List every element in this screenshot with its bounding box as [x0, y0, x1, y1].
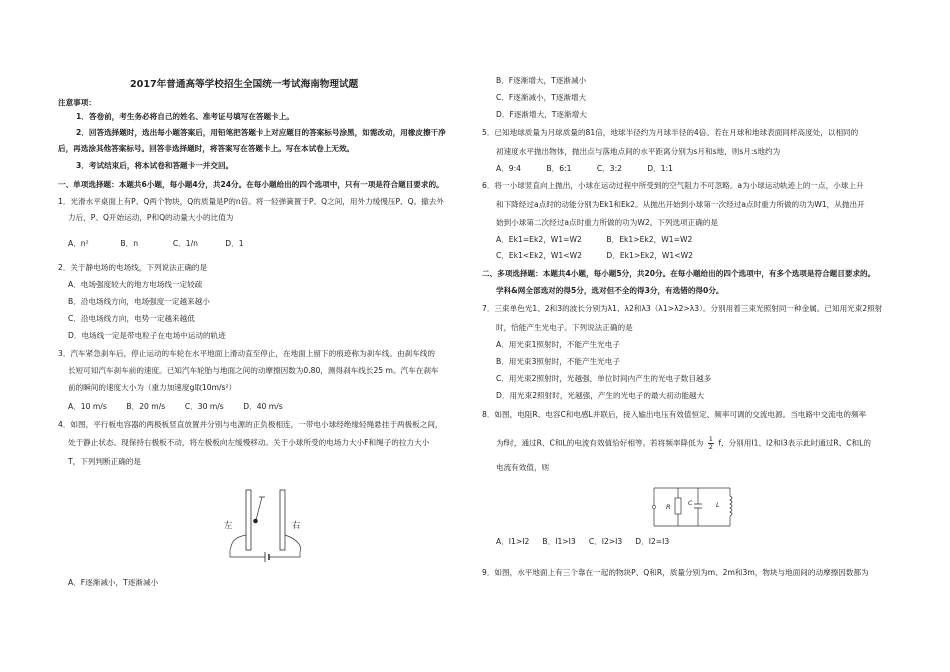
q3-line-3: 前的瞬间的速度大小为（重力加速度g取10m/s²） — [68, 383, 237, 392]
q6-option-c[interactable]: C．Ek1<Ek2，W1<W2 — [496, 251, 582, 260]
q3-line-2: 长短可知汽车刹车前的速度。已知汽车轮胎与地面之间的动摩擦因数为0.80，测得刹车线长25 m。汽车在刹车 — [68, 366, 439, 375]
q7-line-1: 7．三束单色光1、2和3的波长分别为λ1、λ2和λ3（λ1>λ2>λ3）。分别用着三束光照射同一种金属。已知用光束2照射 — [482, 304, 883, 313]
fig-label-right: 右 — [292, 521, 301, 531]
q2-stem: 2．关于静电场的电场线，下列说法正确的是 — [58, 263, 208, 272]
circuit-label-r: R — [666, 503, 671, 511]
q9-line-1: 9．如图，水平地面上有三个靠在一起的物块P、Q和R，质量分别为m、2m和3m，物块与地面间的动摩擦因数都为 — [482, 568, 869, 577]
q3-option-a[interactable]: A．10 m/s — [68, 402, 107, 411]
q7-option-c[interactable]: C．用光束2照射时，光越强，单位时间内产生的光电子数目越多 — [496, 374, 712, 383]
section-2-heading-cont: 学科&网全部选对的得5分，选对但不全的得3分，有选错的得0分。 — [496, 286, 724, 295]
q1-option-c[interactable]: C．1/n — [172, 239, 198, 248]
q8-frac-num: 1 — [708, 435, 713, 443]
q8-line-2a: 为f时，通过R、C和L的电流有效值恰好相等。若将频率降低为 — [496, 438, 704, 448]
q2-option-a[interactable]: A．电场强度较大的地方电场线一定较疏 — [68, 280, 203, 289]
circuit-label-c: C — [688, 499, 693, 507]
notice-item-2: 2．回答选择题时，选出每小题答案后，用铅笔把答题卡上对应题目的答案标号涂黑，如需改动，用橡皮擦干净 — [76, 128, 446, 137]
notice-item-1: 1．答卷前，考生务必将自己的姓名、准考证号填写在答题卡上。 — [76, 112, 294, 121]
q2-option-d[interactable]: D．电场线一定是带电粒子在电场中运动的轨迹 — [68, 331, 226, 340]
q5-option-c[interactable]: C．3:2 — [596, 164, 622, 173]
q2-option-b[interactable]: B．沿电场线方向，电场强度一定越来越小 — [68, 297, 210, 306]
q4-option-c[interactable]: C．F逐渐减小，T逐渐增大 — [496, 93, 587, 102]
q6-line-1: 6．将一小球竖直向上抛出，小球在运动过程中所受到的空气阻力不可忽略。a为小球运动轨迹上的一点，小球上升 — [482, 181, 864, 190]
q1-line-1: 1．光滑水平桌面上有P、Q两个物块，Q的质量是P的n倍。将一轻弹簧置于P、Q之间，用外力缓慢压P、Q。撤去外 — [58, 197, 444, 206]
q6-options-row-2 — [496, 251, 693, 261]
q8-line-2 — [496, 436, 871, 451]
q7-line-2: 时，恰能产生光电子。下列说法正确的是 — [496, 323, 633, 332]
q3-option-b[interactable]: B．20 m/s — [126, 402, 166, 411]
q1-options — [68, 239, 244, 249]
q8-option-d[interactable]: D．I2=I3 — [635, 537, 670, 546]
q8-frac-den: 2 — [708, 443, 713, 451]
q4-line-3: T，下列判断正确的是 — [68, 457, 141, 466]
q6-line-3: 始到小球第二次经过a点时重力所做的功为W2。下列选项正确的是 — [496, 218, 719, 227]
notice-item-2-cont: 后，再选涂其他答案标号。回答非选择题时，将答案写在答题卡上。写在本试卷上无效。 — [58, 144, 355, 153]
q4-option-a[interactable]: A．F逐渐减小，T逐渐减小 — [68, 578, 159, 587]
q8-option-a[interactable]: A．I1>I2 — [496, 537, 530, 546]
q1-line-2: 力后，P、Q开始运动，P和Q的动量大小的比值为 — [68, 213, 234, 222]
q8-option-b[interactable]: B．I1>I3 — [542, 537, 576, 546]
q7-option-b[interactable]: B．用光束3照射时，不能产生光电子 — [496, 357, 620, 366]
q3-line-1: 3．汽车紧急刹车后，停止运动的车轮在水平地面上滑动直至停止，在地面上留下的痕迹称为刹车线。由刹车线的 — [58, 349, 435, 358]
right-column — [482, 0, 902, 672]
q6-option-a[interactable]: A．Ek1=Ek2，W1=W2 — [496, 235, 582, 244]
fig-label-left: 左 — [224, 521, 233, 531]
circuit-label-l: L — [716, 501, 720, 509]
q4-line-2: 处于静止状态。现保持右极板不动，将左极板向左缓慢移动。关于小球所受的电场力大小F和绳子的拉力大小 — [68, 438, 430, 447]
section-2-heading: 二、多项选择题：本题共4小题，每小题5分，共20分。在每小题给出的四个选项中，有多个选项是符合题目要求的。 — [482, 269, 876, 278]
notice-item-3: 3．考试结束后，将本试卷和答题卡一并交回。 — [76, 161, 234, 170]
q4-option-b[interactable]: B．F逐渐增大，T逐渐减小 — [496, 76, 587, 85]
q8-options — [496, 537, 669, 547]
q5-line-1: 5．已知地球质量为月球质量的81倍，地球半径约为月球半径的4倍。若在月球和地球表面同样高度处，以相同的 — [482, 128, 859, 137]
notice-heading: 注意事项： — [58, 98, 96, 107]
q1-option-b[interactable]: B．n — [120, 239, 139, 248]
q1-option-d[interactable]: D．1 — [225, 239, 244, 248]
q8-line-3: 电流有效值，则 — [496, 463, 550, 472]
q5-option-d[interactable]: D．1:1 — [647, 164, 673, 173]
q7-option-a[interactable]: A．用光束1照射时，不能产生光电子 — [496, 340, 620, 349]
q5-option-a[interactable]: A．9:4 — [496, 164, 522, 173]
rcl-circuit-figure — [648, 484, 740, 530]
q2-option-c[interactable]: C．沿电场线方向，电势一定越来越低 — [68, 314, 195, 323]
q4-line-1: 4．如图，平行板电容器的两极板竖直放置并分别与电源的正负极相连，一带电小球经绝缘轻绳悬挂于两极板之间， — [58, 420, 443, 429]
q3-option-c[interactable]: C．30 m/s — [184, 402, 224, 411]
q8-option-c[interactable]: C．I2>I3 — [588, 537, 623, 546]
q5-options — [496, 164, 673, 174]
q3-option-d[interactable]: D．40 m/s — [243, 402, 283, 411]
section-1-heading: 一、单项选择题：本题共6小题，每小题4分，共24分。在每小题给出的四个选项中，只有一项是符合题目要求的。 — [58, 180, 444, 189]
q5-option-b[interactable]: B．6:1 — [546, 164, 572, 173]
q6-option-d[interactable]: D．Ek1>Ek2，W1<W2 — [606, 251, 693, 260]
q7-option-d[interactable]: D．用光束2照射时，光越强，产生的光电子的最大初动能越大 — [496, 391, 705, 400]
q8-line-2b: f，分别用I1、I2和I3表示此时通过R、C和L的 — [718, 438, 871, 448]
q3-options — [68, 402, 283, 412]
q6-options-row-1 — [496, 235, 692, 245]
capacitor-figure — [220, 480, 330, 565]
q8-fraction — [708, 436, 714, 451]
q6-line-2: 和下降经过a点时的动能分别为Ek1和Ek2。从抛出开始到小球第一次经过a点时重力所做的功为W1，从抛出开 — [496, 200, 865, 209]
q5-line-2: 初速度水平抛出物体，抛出点与落地点间的水平距离分别为s月和s地，则s月:s地约为 — [496, 147, 781, 156]
q6-option-b[interactable]: B．Ek1>Ek2，W1=W2 — [606, 235, 693, 244]
q4-option-d[interactable]: D．F逐渐增大，T逐渐增大 — [496, 110, 587, 119]
q8-line-1: 8．如图，电阻R、电容C和电感L并联后，接入输出电压有效值恒定、频率可调的交流电源。当电路中交流电的频率 — [482, 410, 867, 419]
paper-title: 2017年普通高等学校招生全国统一考试海南物理试题 — [130, 79, 359, 90]
q1-option-a[interactable]: A．n² — [68, 239, 89, 248]
left-column — [58, 0, 470, 672]
